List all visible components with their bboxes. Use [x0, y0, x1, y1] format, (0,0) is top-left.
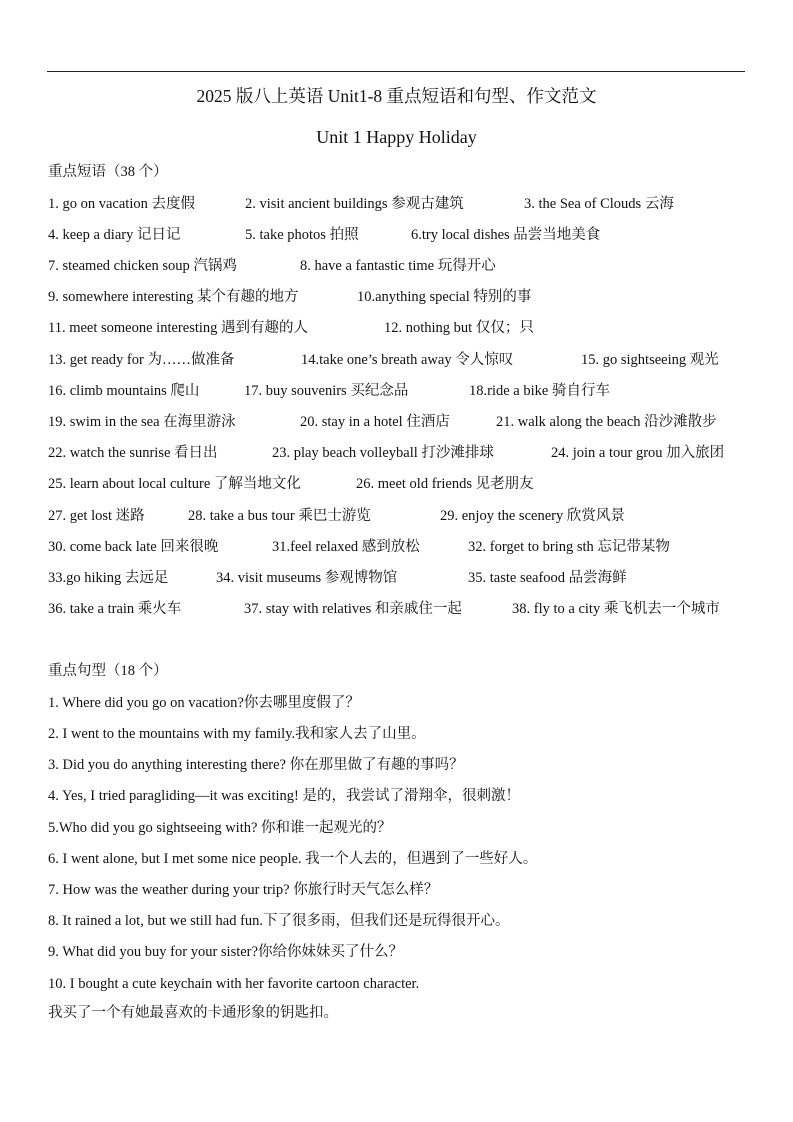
phrase-item: 35. taste seafood 品尝海鲜 — [468, 570, 627, 586]
phrase-item: 34. visit museums 参观博物馆 — [216, 570, 398, 586]
phrase-item: 37. stay with relatives 和亲戚住一起 — [244, 601, 462, 617]
phrase-item: 17. buy souvenirs 买纪念品 — [244, 383, 409, 399]
phrase-item: 23. play beach volleyball 打沙滩排球 — [272, 445, 494, 461]
phrase-item: 22. watch the sunrise 看日出 — [48, 445, 218, 461]
sentence-line: 9. What did you buy for your sister?你给你妹妹买了什么？ — [48, 944, 403, 960]
phrase-row — [48, 194, 748, 214]
phrase-item: 25. learn about local culture 了解当地文化 — [48, 476, 301, 492]
phrase-item: 19. swim in the sea 在海里游泳 — [48, 414, 236, 430]
sentence-line: 10. I bought a cute keychain with her favorite cartoon character. — [48, 976, 420, 992]
phrase-row — [48, 318, 748, 338]
phrase-item: 2. visit ancient buildings 参观古建筑 — [245, 196, 464, 212]
phrase-item: 31.feel relaxed 感到放松 — [272, 539, 420, 555]
phrases-heading: 重点短语（38 个） — [48, 164, 168, 180]
phrase-row — [48, 412, 748, 432]
phrase-row — [48, 225, 748, 245]
phrase-item: 30. come back late 回来很晚 — [48, 539, 219, 555]
phrase-item: 20. stay in a hotel 住酒店 — [300, 414, 450, 430]
sentence-line: 6. I went alone, but I met some nice people. 我一个人去的，但遇到了一些好人。 — [48, 851, 538, 867]
phrase-item: 6.try local dishes 品尝当地美食 — [411, 227, 601, 243]
phrase-item: 3. the Sea of Clouds 云海 — [524, 196, 674, 212]
phrase-row — [48, 350, 748, 370]
sentences-heading: 重点句型（18 个） — [48, 663, 168, 679]
phrase-item: 5. take photos 拍照 — [245, 227, 359, 243]
phrase-row — [48, 506, 748, 526]
header-rule — [47, 71, 745, 72]
phrase-row — [48, 599, 748, 619]
phrase-item: 27. get lost 迷路 — [48, 508, 145, 524]
phrase-item: 33.go hiking 去远足 — [48, 570, 169, 586]
sentence-line: 3. Did you do anything interesting there? 你在那里做了有趣的事吗？ — [48, 757, 464, 773]
phrase-row — [48, 287, 748, 307]
phrase-item: 32. forget to bring sth 忘记带某物 — [468, 539, 670, 555]
sentence-line: 我买了一个有她最喜欢的卡通形象的钥匙扣。 — [48, 1005, 338, 1021]
phrase-item: 21. walk along the beach 沿沙滩散步 — [496, 414, 717, 430]
sentence-line: 7. How was the weather during your trip? 你旅行时天气怎么样？ — [48, 882, 439, 898]
sentence-line: 8. It rained a lot, but we still had fun.下了很多雨，但我们还是玩得很开心。 — [48, 913, 510, 929]
phrase-row — [48, 568, 748, 588]
phrase-item: 10.anything special 特别的事 — [357, 289, 532, 305]
sentence-line: 5.Who did you go sightseeing with? 你和谁一起观光的？ — [48, 820, 392, 836]
phrase-item: 29. enjoy the scenery 欣赏风景 — [440, 508, 625, 524]
sentence-line: 4. Yes, I tried paragliding—it was exciting! 是的，我尝试了滑翔伞，很刺激！ — [48, 788, 521, 804]
phrase-item: 18.ride a bike 骑自行车 — [469, 383, 610, 399]
phrase-row — [48, 381, 748, 401]
sentence-line: 1. Where did you go on vacation?你去哪里度假了？ — [48, 695, 360, 711]
phrase-item: 11. meet someone interesting 遇到有趣的人 — [48, 320, 309, 336]
phrase-item: 8. have a fantastic time 玩得开心 — [300, 258, 496, 274]
document-title: 2025 版八上英语 Unit1-8 重点短语和句型、作文范文 — [196, 86, 597, 106]
phrase-item: 1. go on vacation 去度假 — [48, 196, 195, 212]
phrase-item: 7. steamed chicken soup 汽锅鸡 — [48, 258, 237, 274]
phrase-item: 15. go sightseeing 观光 — [581, 352, 719, 368]
phrase-item: 38. fly to a city 乘飞机去一个城市 — [512, 601, 720, 617]
phrase-item: 28. take a bus tour 乘巴士游览 — [188, 508, 371, 524]
phrase-item: 14.take one’s breath away 令人惊叹 — [301, 352, 514, 368]
unit-title: Unit 1 Happy Holiday — [316, 127, 477, 147]
phrase-item: 26. meet old friends 见老朋友 — [356, 476, 534, 492]
phrase-item: 13. get ready for 为……做准备 — [48, 352, 235, 368]
phrase-row — [48, 256, 748, 276]
sentence-line: 2. I went to the mountains with my family.我和家人去了山里。 — [48, 726, 426, 742]
phrase-item: 36. take a train 乘火车 — [48, 601, 182, 617]
phrase-row — [48, 443, 748, 463]
phrase-row — [48, 474, 748, 494]
phrase-item: 24. join a tour grou 加入旅团 — [551, 445, 725, 461]
phrase-item: 4. keep a diary 记日记 — [48, 227, 181, 243]
phrase-row — [48, 537, 748, 557]
phrase-item: 9. somewhere interesting 某个有趣的地方 — [48, 289, 299, 305]
phrase-item: 12. nothing but 仅仅；只 — [384, 320, 534, 336]
phrase-item: 16. climb mountains 爬山 — [48, 383, 200, 399]
